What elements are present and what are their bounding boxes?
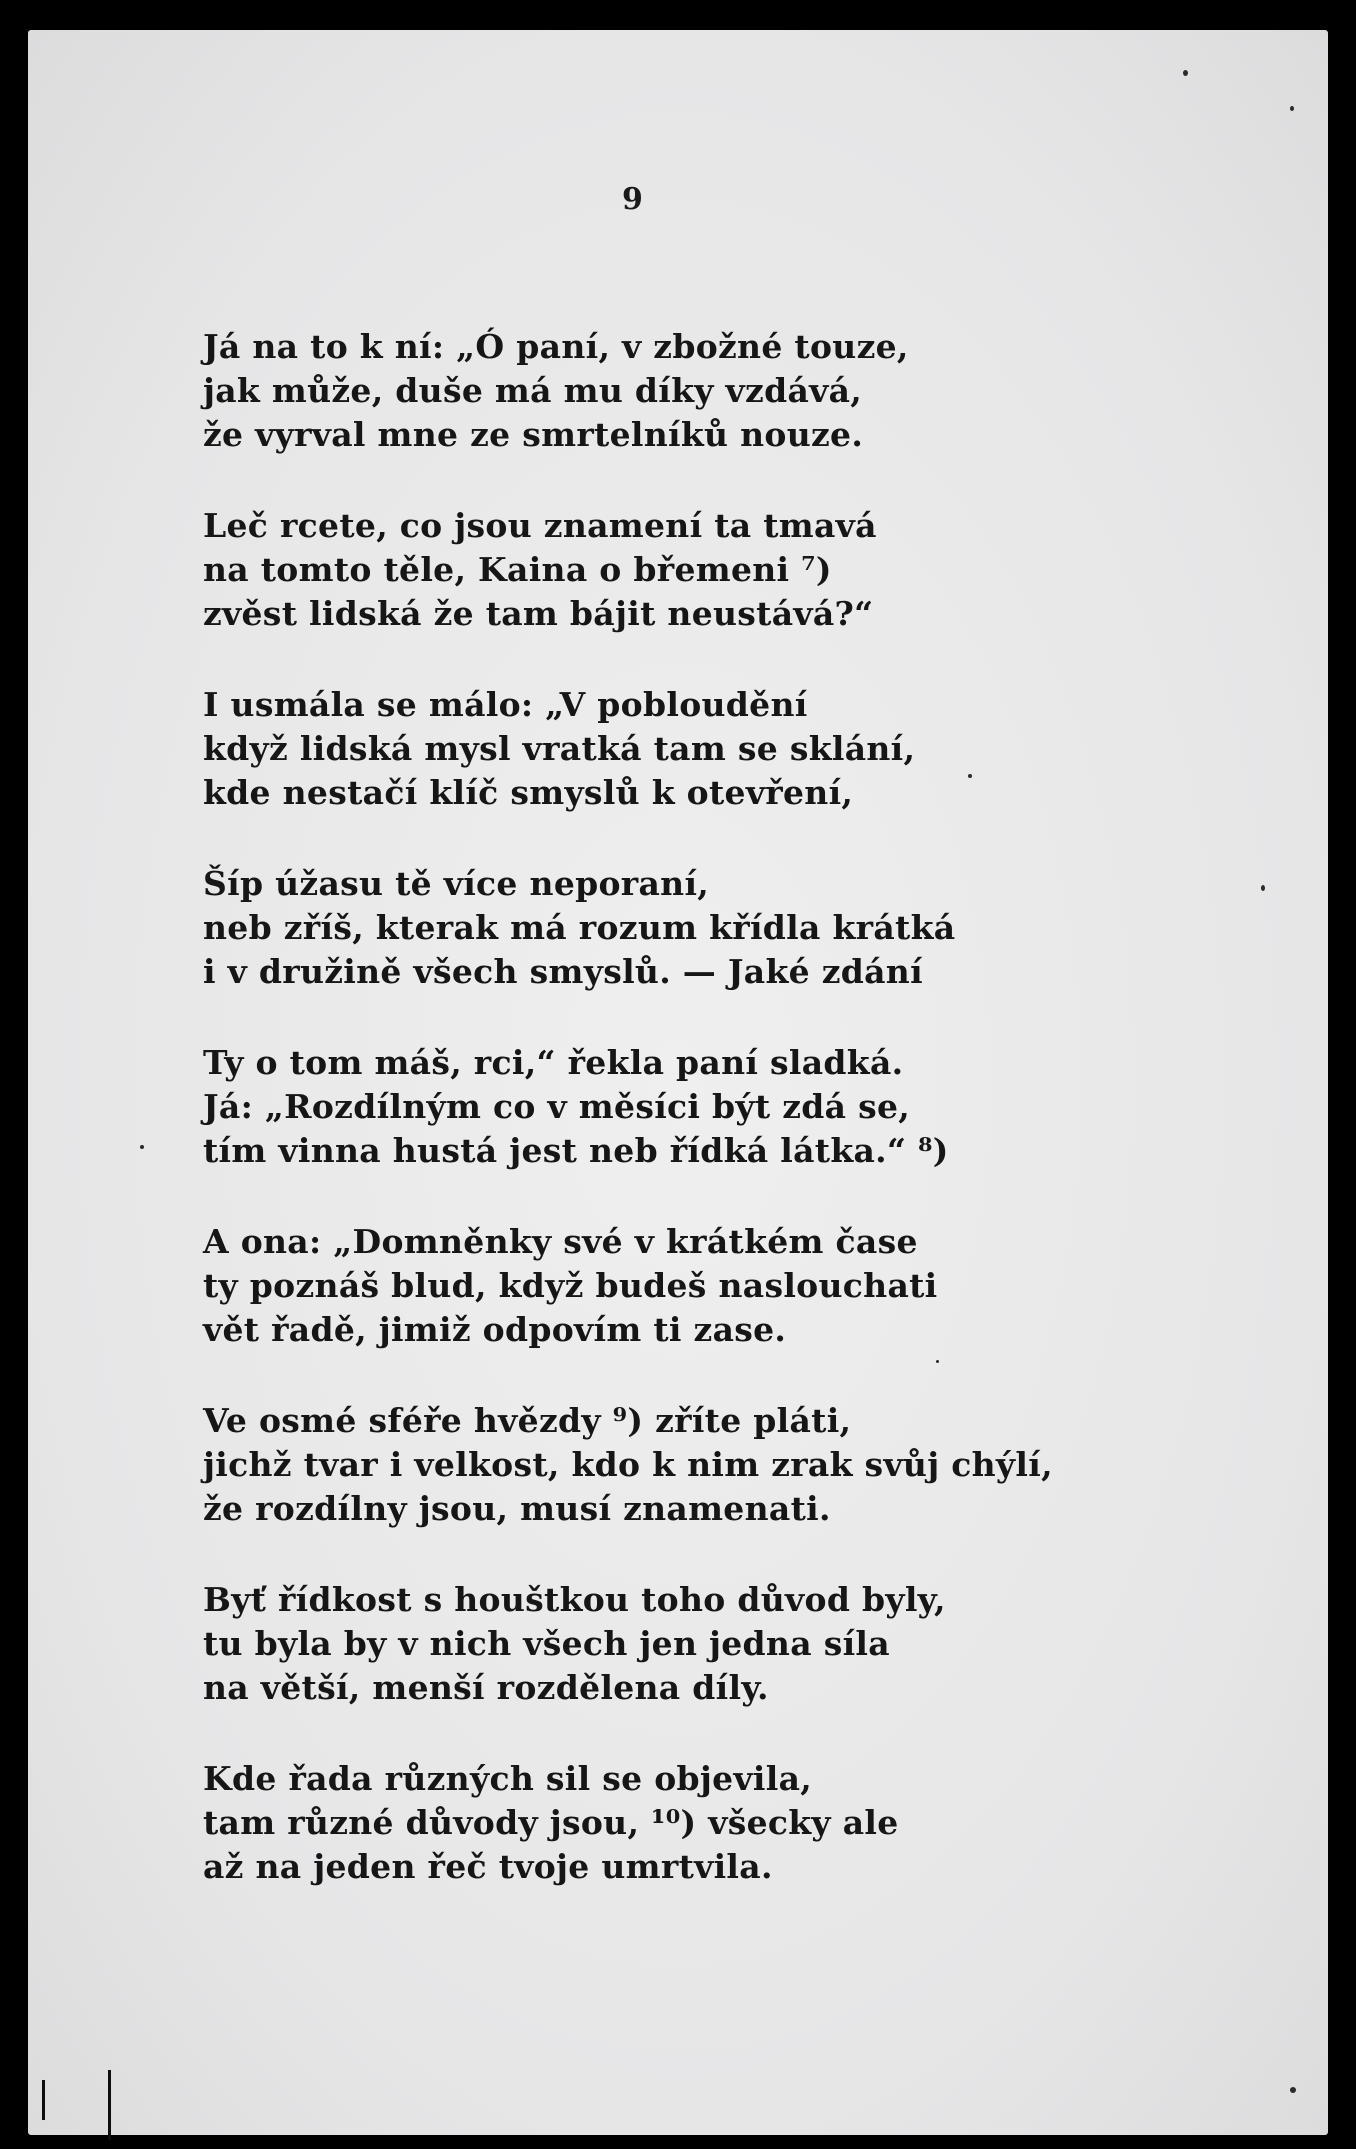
verse-line: když lidská mysl vratká tam se sklání, <box>203 729 916 768</box>
verse-line: zvěst lidská že tam bájit neustává?“ <box>203 594 874 633</box>
scan-speck <box>936 1360 939 1363</box>
scan-speck <box>1290 2087 1296 2093</box>
verse-line: kde nestačí klíč smyslů k otevření, <box>203 773 854 812</box>
scan-edge-mark <box>42 2080 45 2120</box>
stanza <box>203 504 1253 636</box>
verse-line: A ona: „Domněnky své v krátkém čase <box>203 1222 918 1261</box>
stanza <box>203 1220 1253 1352</box>
verse-line: na tomto těle, Kaina o břemeni ⁷) <box>203 550 832 589</box>
verse-line: tam různé důvody jsou, ¹⁰) všecky ale <box>203 1803 899 1842</box>
stanza <box>203 683 1253 815</box>
stanza <box>203 1757 1253 1889</box>
verse-line: Já na to k ní: „Ó paní, v zbožné touze, <box>203 327 909 366</box>
stanza <box>203 325 1253 457</box>
verse-line: Já: „Rozdílným co v měsíci být zdá se, <box>203 1087 911 1126</box>
page-number: 9 <box>622 182 643 217</box>
scan-speck <box>1183 70 1188 76</box>
verse-line: ty poznáš blud, když budeš naslouchati <box>203 1266 938 1305</box>
verse-line: Ve osmé sféře hvězdy ⁹) zříte pláti, <box>203 1401 852 1440</box>
verse-line: Kde řada různých sil se objevila, <box>203 1759 813 1798</box>
verse-line: až na jeden řeč tvoje umrtvila. <box>203 1847 773 1886</box>
scan-speck <box>1261 885 1265 891</box>
verse-line: Leč rcete, co jsou znamení ta tmavá <box>203 506 877 545</box>
stanza <box>203 862 1253 994</box>
verse-line: že vyrval mne ze smrtelníků nouze. <box>203 415 864 454</box>
verse-line: vět řadě, jimiž odpovím ti zase. <box>203 1310 787 1349</box>
verse-line: tu byla by v nich všech jen jedna síla <box>203 1624 890 1663</box>
scan-edge-mark <box>108 2070 111 2140</box>
verse-line: Šíp úžasu tě více neporaní, <box>203 864 710 903</box>
verse-line: na větší, menší rozdělena díly. <box>203 1668 769 1707</box>
verse-line: neb zříš, kterak má rozum křídla krátká <box>203 908 956 947</box>
poem-body <box>203 325 1253 1936</box>
verse-line: jak může, duše má mu díky vzdává, <box>203 371 863 410</box>
book-page <box>28 30 1328 2135</box>
verse-line: Byť řídkost s houštkou toho důvod byly, <box>203 1580 946 1619</box>
verse-line: I usmála se málo: „V pobloudění <box>203 685 808 724</box>
scan-speck <box>968 774 972 778</box>
stanza <box>203 1041 1253 1173</box>
stanza <box>203 1399 1253 1531</box>
scan-speck <box>140 1145 144 1149</box>
verse-line: že rozdílny jsou, musí znamenati. <box>203 1489 831 1528</box>
stanza <box>203 1578 1253 1710</box>
verse-line: jichž tvar i velkost, kdo k nim zrak svůj chýlí, <box>203 1445 1053 1484</box>
verse-line: tím vinna hustá jest neb řídká látka.“ ⁸) <box>203 1131 949 1170</box>
verse-line: Ty o tom máš, rci,“ řekla paní sladká. <box>203 1043 904 1082</box>
scan-speck <box>1290 106 1294 111</box>
verse-line: i v družině všech smyslů. — Jaké zdání <box>203 952 923 991</box>
